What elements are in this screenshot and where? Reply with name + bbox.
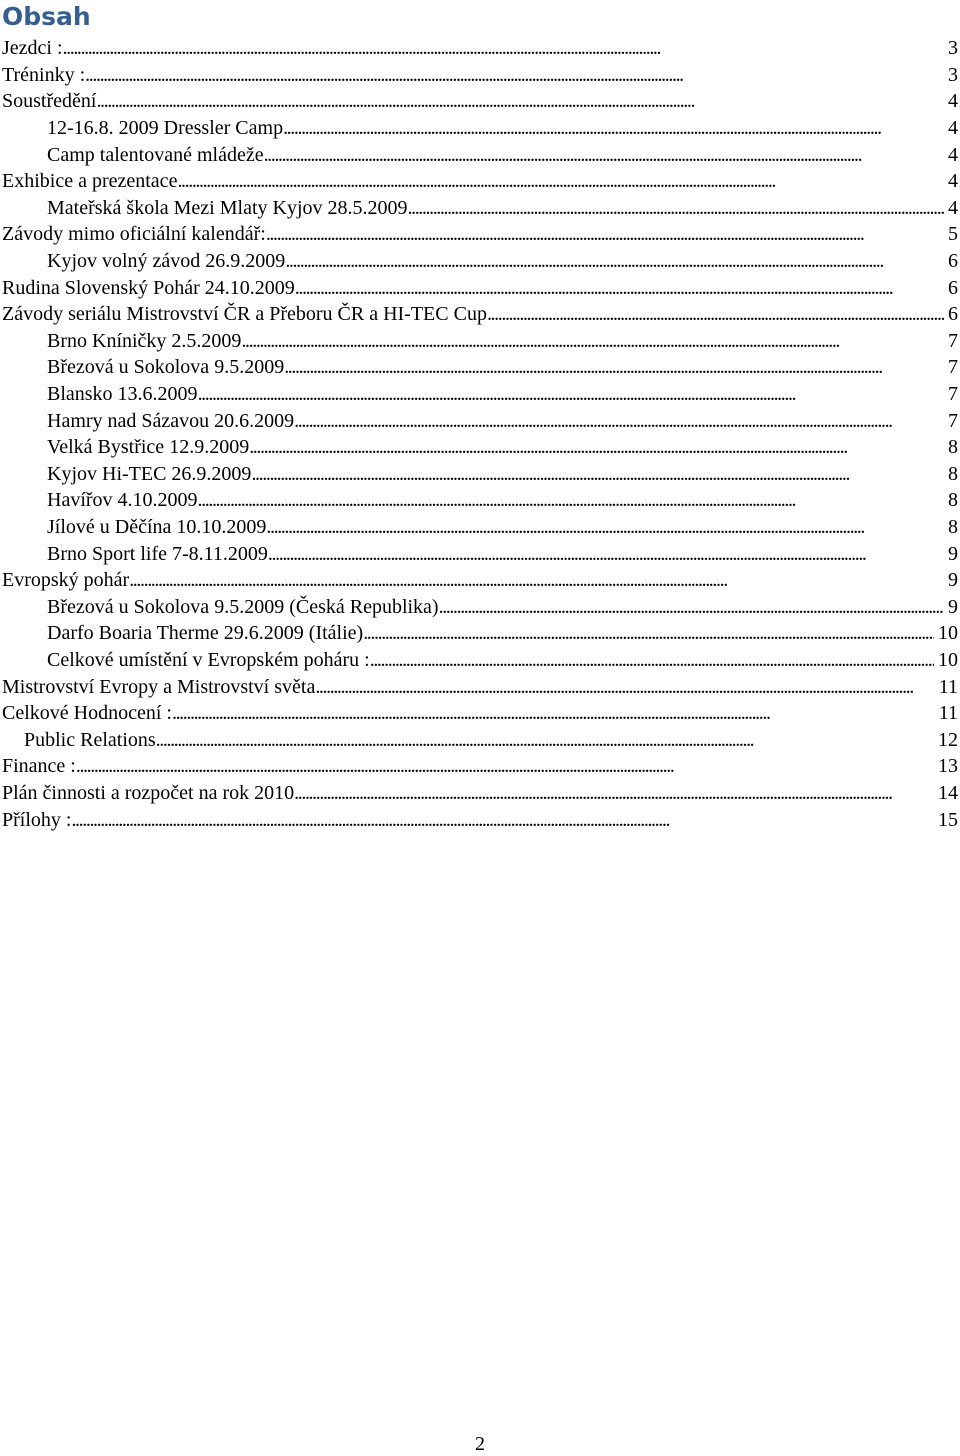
toc-entry-page: 10 bbox=[938, 622, 958, 645]
toc-entry-label: Tréninky : bbox=[2, 63, 86, 86]
toc-entry[interactable] bbox=[0, 195, 960, 222]
toc-entry[interactable] bbox=[0, 354, 960, 381]
toc-entry[interactable] bbox=[0, 301, 960, 328]
toc-entry-page: 8 bbox=[948, 462, 958, 485]
toc-entry[interactable] bbox=[0, 141, 960, 168]
toc-entry[interactable] bbox=[0, 407, 960, 434]
toc-entry-label: Hamry nad Sázavou 20.6.2009 bbox=[47, 409, 295, 432]
toc-entry[interactable] bbox=[0, 673, 960, 700]
toc-entry-label: Plán činnosti a rozpočet na rok 2010 bbox=[2, 781, 295, 804]
toc-dot-leader bbox=[285, 248, 944, 274]
toc-entry[interactable] bbox=[0, 620, 960, 647]
toc-entry-page: 7 bbox=[948, 383, 958, 406]
toc-entry-page: 9 bbox=[948, 595, 958, 618]
toc-entry[interactable] bbox=[0, 753, 960, 780]
toc-dot-leader bbox=[251, 461, 944, 487]
toc-entry[interactable] bbox=[0, 115, 960, 142]
toc-entry[interactable] bbox=[0, 221, 960, 248]
toc-entry-page: 8 bbox=[948, 489, 958, 512]
toc-entry-label: Kyjov volný závod 26.9.2009 bbox=[47, 250, 286, 273]
toc-entry-page: 4 bbox=[948, 117, 958, 140]
toc-entry-label: Havířov 4.10.2009 bbox=[47, 489, 198, 512]
toc-entry-label: Přílohy : bbox=[2, 808, 72, 831]
toc-entry[interactable] bbox=[0, 567, 960, 594]
toc-entry-label: Soustředění bbox=[2, 90, 97, 113]
toc-entry[interactable] bbox=[0, 780, 960, 807]
toc-entry-page: 9 bbox=[948, 542, 958, 565]
toc-dot-leader bbox=[249, 434, 944, 460]
toc-dot-leader bbox=[85, 62, 944, 88]
toc-dot-leader bbox=[156, 727, 934, 753]
toc-entry-page: 11 bbox=[938, 675, 958, 698]
toc-dot-leader bbox=[198, 381, 944, 407]
toc-dot-leader bbox=[294, 408, 944, 434]
toc-dot-leader bbox=[266, 221, 944, 247]
toc-entry-page: 6 bbox=[948, 303, 958, 326]
toc-entry-page: 4 bbox=[948, 90, 958, 113]
toc-entry[interactable] bbox=[0, 593, 960, 620]
toc-entry-page: 10 bbox=[938, 648, 958, 671]
toc-entry-label: Celkové Hodnocení : bbox=[2, 702, 172, 725]
toc-entry-label: Public Relations bbox=[24, 728, 156, 751]
toc-dot-leader bbox=[129, 567, 944, 593]
toc-dot-leader bbox=[315, 674, 934, 700]
toc-entry-label: Celkové umístění v Evropském poháru : bbox=[47, 648, 370, 671]
toc-entry[interactable] bbox=[0, 381, 960, 408]
toc-heading: Obsah bbox=[2, 2, 91, 31]
toc-entry-page: 8 bbox=[948, 436, 958, 459]
toc-entry-page: 3 bbox=[948, 63, 958, 86]
toc-dot-leader bbox=[172, 700, 935, 726]
toc-entry-page: 3 bbox=[948, 37, 958, 60]
toc-dot-leader bbox=[241, 328, 944, 354]
toc-entry[interactable] bbox=[0, 700, 960, 727]
toc-dot-leader bbox=[268, 541, 944, 567]
toc-entry-page: 6 bbox=[948, 276, 958, 299]
toc-entry-page: 4 bbox=[948, 170, 958, 193]
toc-dot-leader bbox=[370, 647, 934, 673]
toc-entry-page: 7 bbox=[948, 329, 958, 352]
toc-entry-page: 5 bbox=[948, 223, 958, 246]
toc-entry-label: Exhibice a prezentace bbox=[2, 170, 178, 193]
toc-entry-page: 13 bbox=[938, 755, 958, 778]
toc-entry[interactable] bbox=[0, 514, 960, 541]
toc-entry[interactable] bbox=[0, 35, 960, 62]
toc-entry-page: 9 bbox=[948, 569, 958, 592]
toc-entry-label: Brno Kníničky 2.5.2009 bbox=[47, 329, 242, 352]
toc-entry-label: Březová u Sokolova 9.5.2009 (Česká Republika) bbox=[47, 595, 439, 618]
toc-entry-label: Blansko 13.6.2009 bbox=[47, 383, 198, 406]
toc-dot-leader bbox=[284, 354, 944, 380]
toc-entry-page: 11 bbox=[938, 702, 958, 725]
toc-entry-label: Závody mimo oficiální kalendář: bbox=[2, 223, 266, 246]
toc-entry-label: Velká Bystřice 12.9.2009 bbox=[47, 436, 250, 459]
toc-dot-leader bbox=[439, 594, 944, 620]
toc-entry[interactable] bbox=[0, 62, 960, 89]
toc-entry-label: Evropský pohár bbox=[2, 569, 130, 592]
toc-entry[interactable] bbox=[0, 248, 960, 275]
toc-entry[interactable] bbox=[0, 487, 960, 514]
toc-entry-page: 4 bbox=[948, 196, 958, 219]
toc-entry-page: 7 bbox=[948, 409, 958, 432]
toc-entry[interactable] bbox=[0, 726, 960, 753]
toc-entry-label: Finance : bbox=[2, 755, 76, 778]
toc-entry-label: Mateřská škola Mezi Mlaty Kyjov 28.5.2009 bbox=[47, 196, 408, 219]
toc-entry[interactable] bbox=[0, 88, 960, 115]
toc-dot-leader bbox=[198, 487, 944, 513]
toc-dot-leader bbox=[487, 301, 944, 327]
toc-entry[interactable] bbox=[0, 540, 960, 567]
toc-entry-label: 12-16.8. 2009 Dressler Camp bbox=[47, 117, 284, 140]
toc-entry-page: 14 bbox=[938, 781, 958, 804]
toc-dot-leader bbox=[408, 195, 945, 221]
toc-dot-leader bbox=[295, 275, 944, 301]
toc-entry-label: Camp talentované mládeže bbox=[47, 143, 264, 166]
toc-dot-leader bbox=[76, 753, 934, 779]
toc-dot-leader bbox=[71, 807, 934, 833]
table-of-contents bbox=[0, 35, 960, 833]
toc-entry-label: Darfo Boaria Therme 29.6.2009 (Itálie) bbox=[47, 622, 364, 645]
toc-entry-label: Březová u Sokolova 9.5.2009 bbox=[47, 356, 285, 379]
toc-entry[interactable] bbox=[0, 461, 960, 488]
toc-dot-leader bbox=[283, 115, 944, 141]
toc-entry-label: Mistrovství Evropy a Mistrovství světa bbox=[2, 675, 316, 698]
toc-entry[interactable] bbox=[0, 434, 960, 461]
toc-entry-page: 12 bbox=[938, 728, 958, 751]
toc-dot-leader bbox=[294, 780, 934, 806]
toc-entry-label: Jezdci : bbox=[2, 37, 63, 60]
toc-dot-leader bbox=[264, 142, 944, 168]
toc-entry[interactable] bbox=[0, 647, 960, 674]
toc-entry-label: Jílové u Děčína 10.10.2009 bbox=[47, 515, 267, 538]
toc-entry-page: 4 bbox=[948, 143, 958, 166]
toc-entry-page: 15 bbox=[938, 808, 958, 831]
toc-entry-label: Rudina Slovenský Pohár 24.10.2009 bbox=[2, 276, 295, 299]
toc-entry[interactable] bbox=[0, 274, 960, 301]
toc-entry-label: Závody seriálu Mistrovství ČR a Přeboru ČR a HI-TEC Cup bbox=[2, 303, 487, 326]
toc-entry-label: Brno Sport life 7-8.11.2009 bbox=[47, 542, 268, 565]
toc-entry-label: Kyjov Hi-TEC 26.9.2009 bbox=[47, 462, 252, 485]
toc-dot-leader bbox=[177, 168, 944, 194]
toc-entry[interactable] bbox=[0, 328, 960, 355]
toc-entry-page: 6 bbox=[948, 250, 958, 273]
toc-entry[interactable] bbox=[0, 168, 960, 195]
toc-dot-leader bbox=[266, 514, 944, 540]
page-number: 2 bbox=[475, 1433, 485, 1455]
toc-entry-page: 7 bbox=[948, 356, 958, 379]
toc-dot-leader bbox=[63, 35, 944, 61]
toc-entry-page: 8 bbox=[948, 515, 958, 538]
toc-dot-leader bbox=[363, 620, 934, 646]
toc-entry[interactable] bbox=[0, 806, 960, 833]
toc-dot-leader bbox=[96, 88, 944, 114]
